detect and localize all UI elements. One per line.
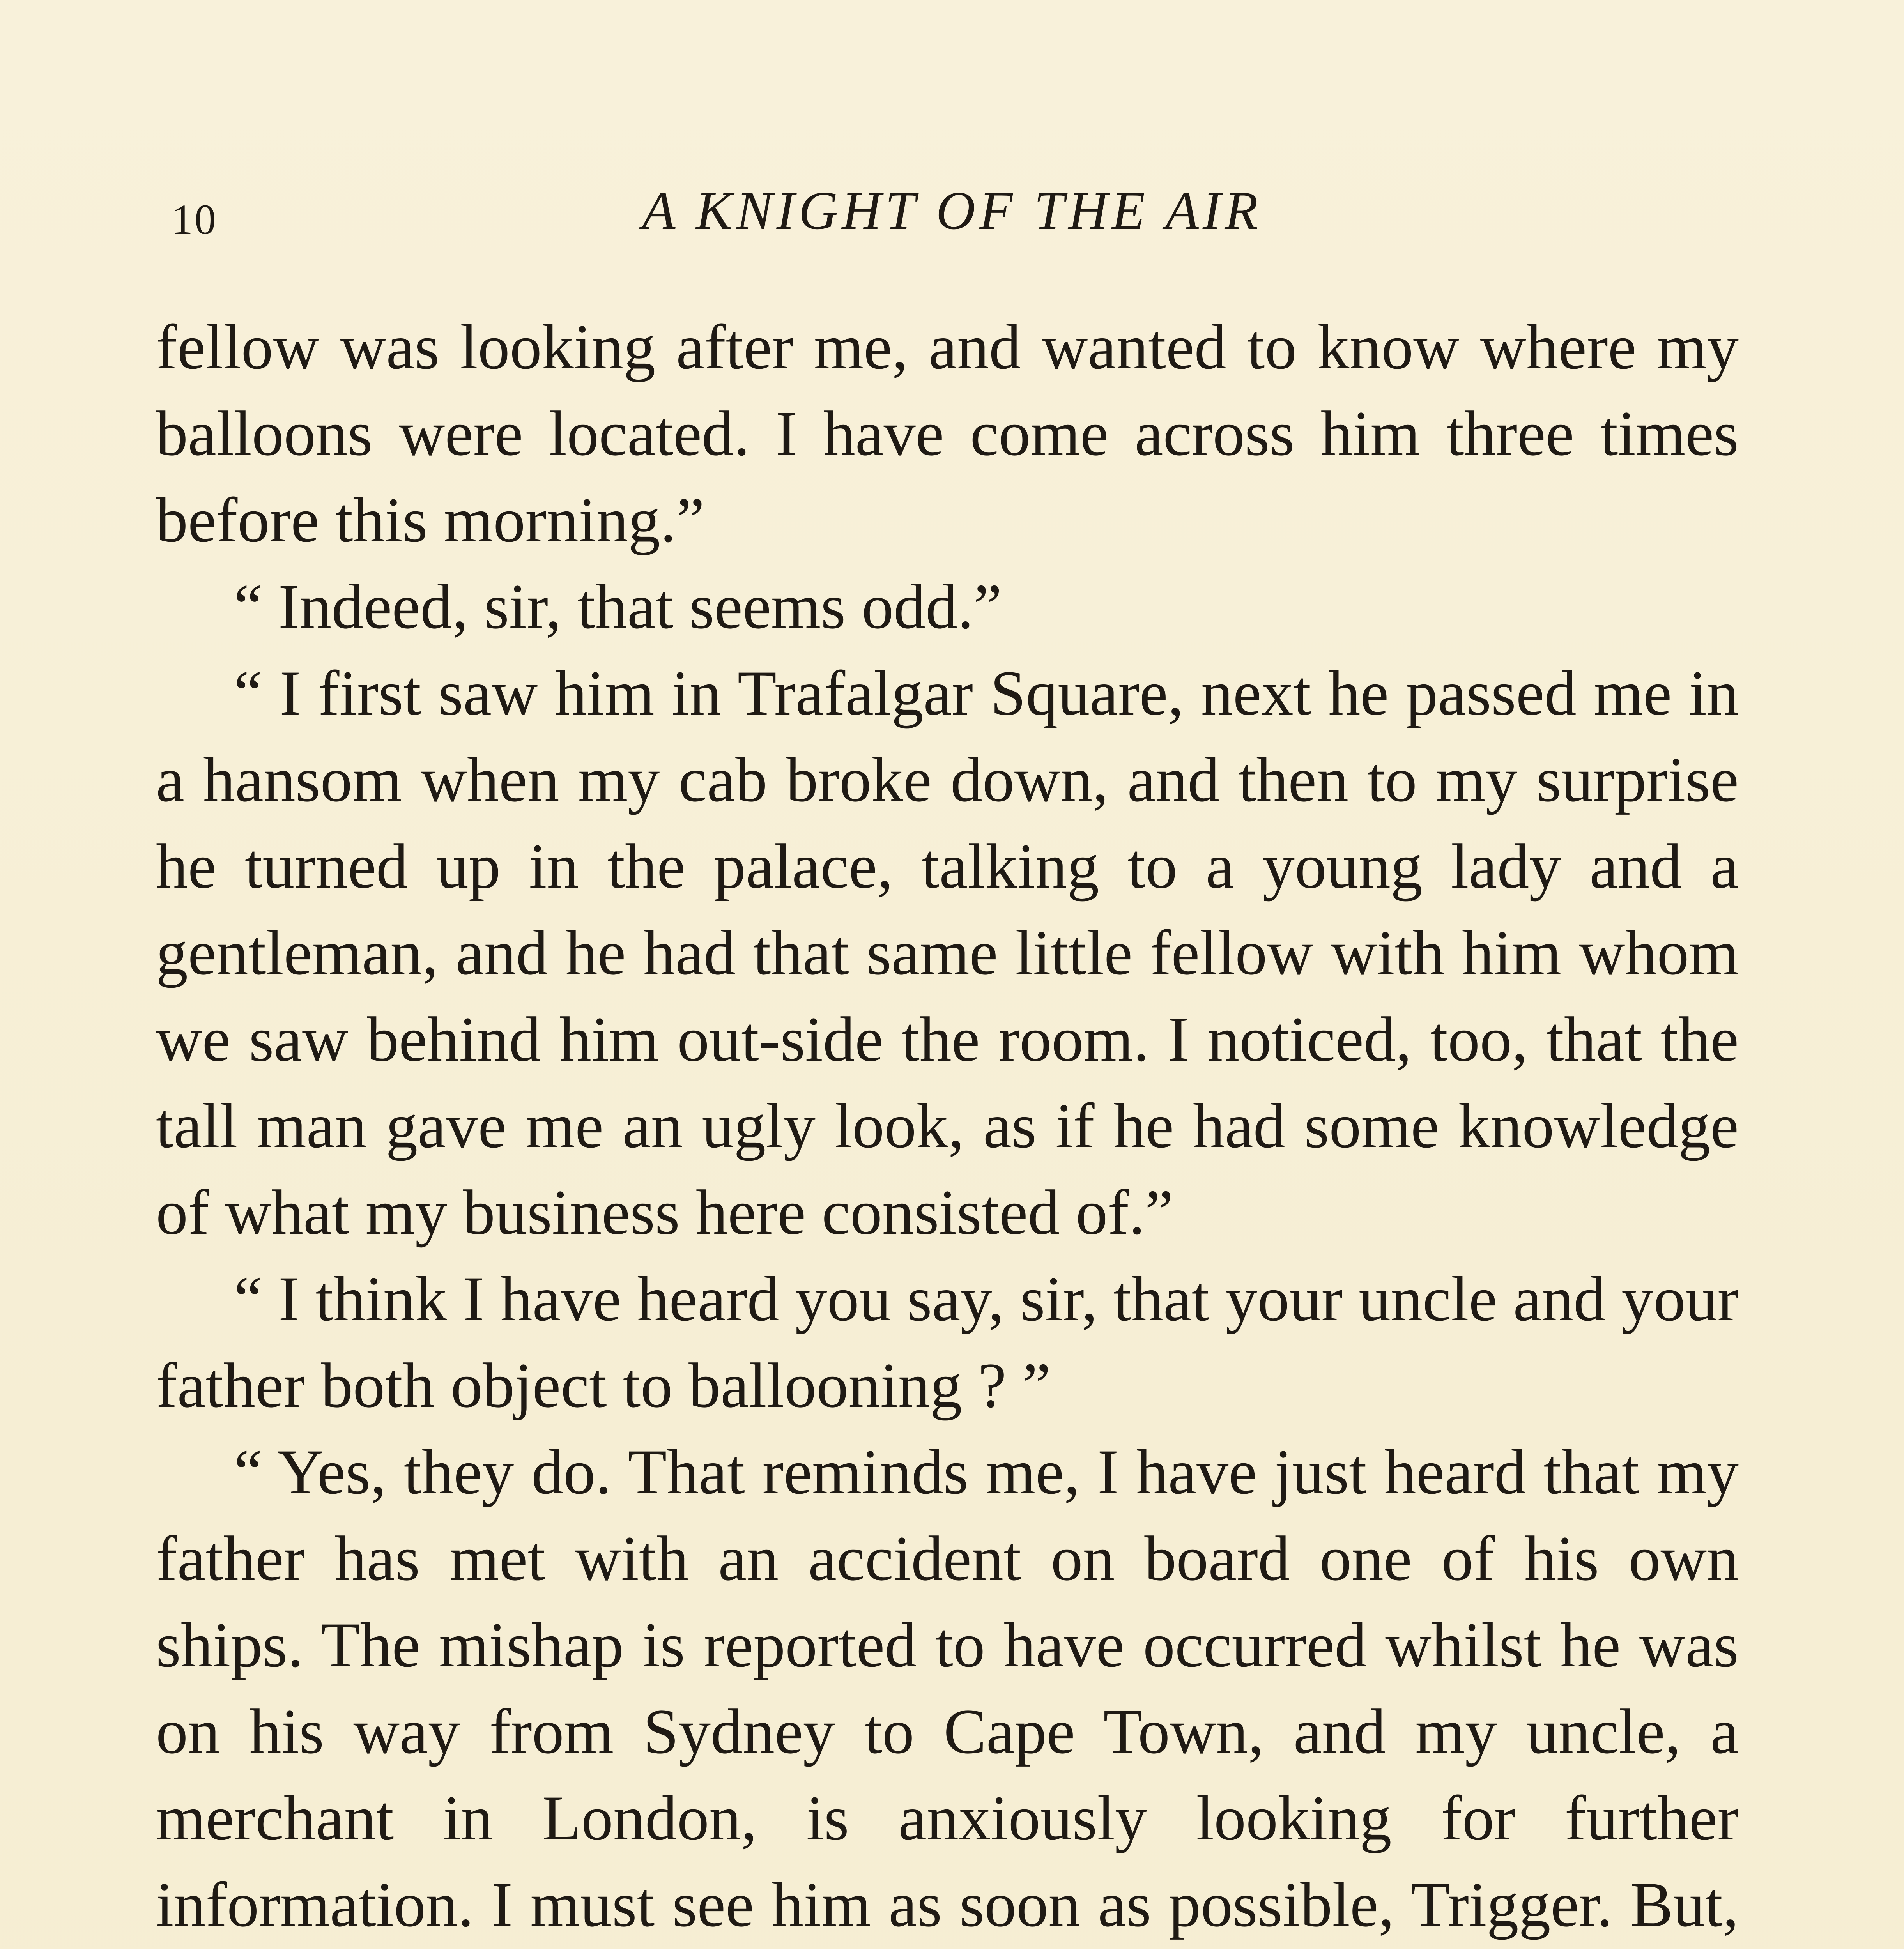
page-number: 10	[172, 196, 218, 243]
paragraph: “ I think I have heard you say, sir, that your uncle and your father both object to ballooning ? ”	[156, 1264, 1739, 1421]
paragraph: “ Yes, they do. That reminds me, I have just heard that my father has met with an accident on board one of his own ships. The mishap is reported to have occurred whilst he was on his way from Sydney to Cape Town, and my uncle, a merchant in London, is anxiously looking for further information. I must see him as soon as possible, Trigger. But,	[156, 1437, 1739, 1940]
page-header	[172, 179, 1732, 257]
body-text	[156, 304, 1739, 1949]
paragraph: “ Indeed, sir, that seems odd.”	[234, 571, 1002, 642]
running-title: A KNIGHT OF THE AIR	[642, 180, 1262, 241]
paragraph: “ I first saw him in Trafalgar Square, next he passed me in a hansom when my cab broke down, and then to my surprise he turned up in the palace, talking to a young lady and a gentleman, and he had that same little fellow with him whom we saw behind him out-side the room. I noticed, too, that the tall man gave me an ugly look, as if he had some knowledge of what my business here consisted of.”	[156, 658, 1739, 1248]
paragraph: fellow was looking after me, and wanted to know where my balloons were located. I have come across him three times before this morning.”	[156, 312, 1739, 555]
